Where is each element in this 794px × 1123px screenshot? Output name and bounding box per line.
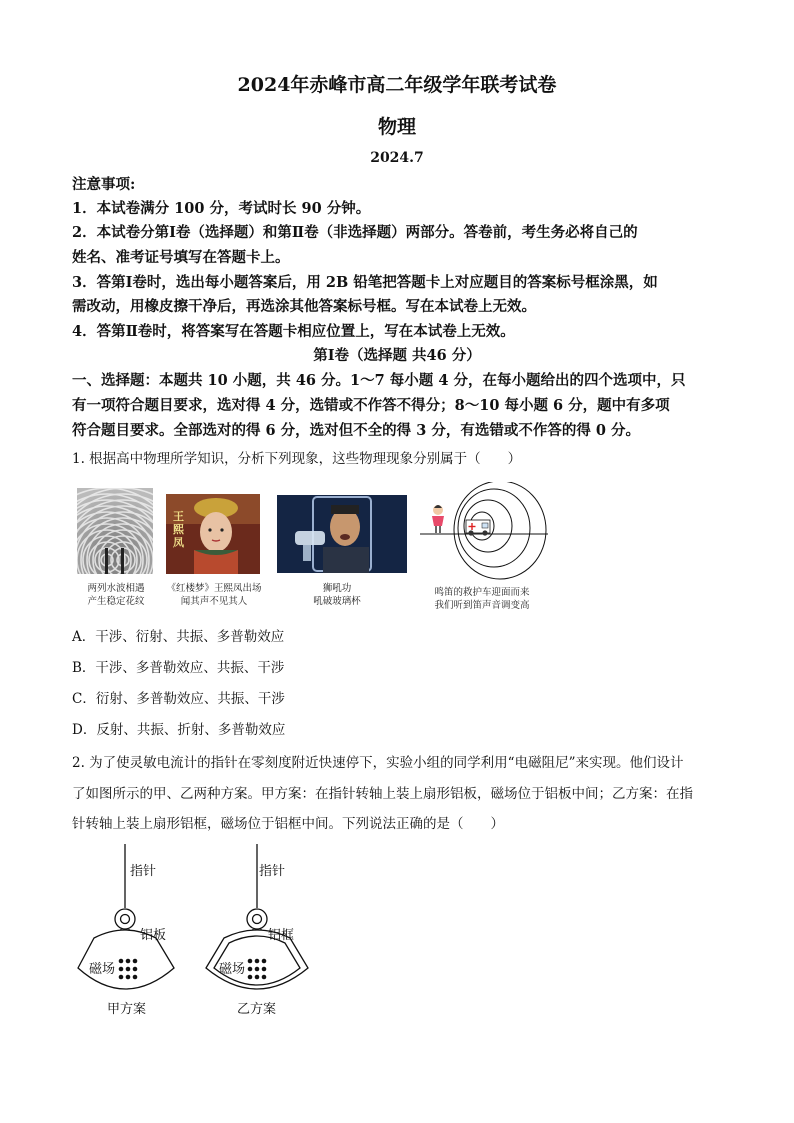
plate-label: 铝板 — [140, 928, 167, 943]
notes-item: 姓名、准考证号填写在答题卡上。 — [72, 249, 290, 266]
wang-xifeng-photo — [166, 494, 260, 574]
section-title: 第Ⅰ卷（选择题 共46 分） — [313, 347, 481, 364]
caption-line: 狮吼功 — [322, 583, 352, 594]
scheme-b-caption: 乙方案 — [237, 1002, 277, 1017]
field-label: 磁场 — [219, 962, 246, 977]
caption-line: 鸣笛的救护车迎面而来 — [434, 587, 530, 598]
section-intro: 符合题目要求。全部选对的得 6 分，选对但不全的得 3 分，有选错或不作答的得 0 分。 — [72, 422, 641, 439]
caption-line: 我们听到笛声音调变高 — [434, 600, 530, 611]
question-1-stem: 1. 根据高中物理所学知识，分析下列现象，这些物理现象分别属于（ ） — [72, 451, 522, 467]
caption-line: 闻其声不见其人 — [180, 596, 248, 607]
exam-title: 2024年赤峰市高二年级学年联考试卷 — [237, 74, 557, 96]
figure-caption — [70, 582, 162, 608]
exam-date: 2024.7 — [370, 150, 424, 166]
caption-line: 两列水波相遇 — [87, 583, 145, 594]
option-d[interactable]: D．反射、共振、折射、多普勒效应 — [72, 722, 286, 738]
scheme-b-diagram — [198, 840, 320, 1020]
section-intro: 有一项符合题目要求，选对得 4 分，选错或不作答不得分；8～10 每小题 6 分，题中有多项 — [72, 397, 670, 414]
notes-heading: 注意事项: — [72, 176, 136, 193]
pointer-label: 指针 — [259, 864, 286, 879]
lion-roar-photo — [277, 495, 407, 573]
notes-item: 1．本试卷满分 100 分，考试时长 90 分钟。 — [72, 200, 371, 217]
scheme-a-diagram — [70, 840, 190, 1020]
frame-label: 铝框 — [268, 928, 295, 943]
caption-line: 产生稳定花纹 — [87, 596, 145, 607]
photo-caption-text: 王熙凤 — [173, 510, 184, 549]
figure-caption — [294, 582, 380, 608]
section-intro: 一、选择题：本题共 10 小题，共 46 分。1～7 每小题 4 分，在每小题给出的四个选项中，只 — [72, 372, 686, 389]
field-label: 磁场 — [89, 962, 116, 977]
figure-caption — [420, 586, 544, 612]
question-2-stem: 2. 为了使灵敏电流计的指针在零刻度附近快速停下，实验小组的同学利用“电磁阻尼”来实现。他们设计 — [72, 755, 684, 771]
pointer-label: 指针 — [130, 864, 157, 879]
option-c[interactable]: C．衍射、多普勒效应、共振、干涉 — [72, 691, 285, 707]
doppler-ambulance-diagram — [420, 482, 548, 580]
question-2-stem: 了如图所示的甲、乙两种方案。甲方案：在指针转轴上装上扇形铝板，磁场位于铝板中间；乙方案：在指 — [72, 786, 693, 802]
caption-line: 《红楼梦》王熙凤出场 — [166, 583, 262, 594]
notes-item: 需改动，用橡皮擦干净后，再选涂其他答案标号框。写在本试卷上无效。 — [72, 298, 536, 315]
scheme-a-caption: 甲方案 — [107, 1002, 147, 1017]
caption-line: 吼破玻璃杯 — [313, 596, 361, 607]
water-ripple-image — [77, 488, 153, 574]
notes-item: 4．答第Ⅱ卷时，将答案写在答题卡相应位置上，写在本试卷上无效。 — [72, 323, 515, 340]
option-b[interactable]: B．干涉、多普勒效应、共振、干涉 — [72, 660, 285, 676]
notes-item: 3．答第Ⅰ卷时，选出每小题答案后，用 2B 铅笔把答题卡上对应题目的答案标号框涂黑，如 — [72, 274, 658, 291]
option-a[interactable]: A．干涉、衍射、共振、多普勒效应 — [72, 629, 285, 645]
question-2-stem: 针转轴上装上扇形铝框，磁场位于铝框中间。下列说法正确的是（ ） — [72, 816, 504, 832]
figure-caption — [158, 582, 270, 608]
notes-item: 2．本试卷分第Ⅰ卷（选择题）和第Ⅱ卷（非选择题）两部分。答卷前，考生务必将自己的 — [72, 224, 638, 241]
subject-title: 物理 — [377, 116, 416, 138]
